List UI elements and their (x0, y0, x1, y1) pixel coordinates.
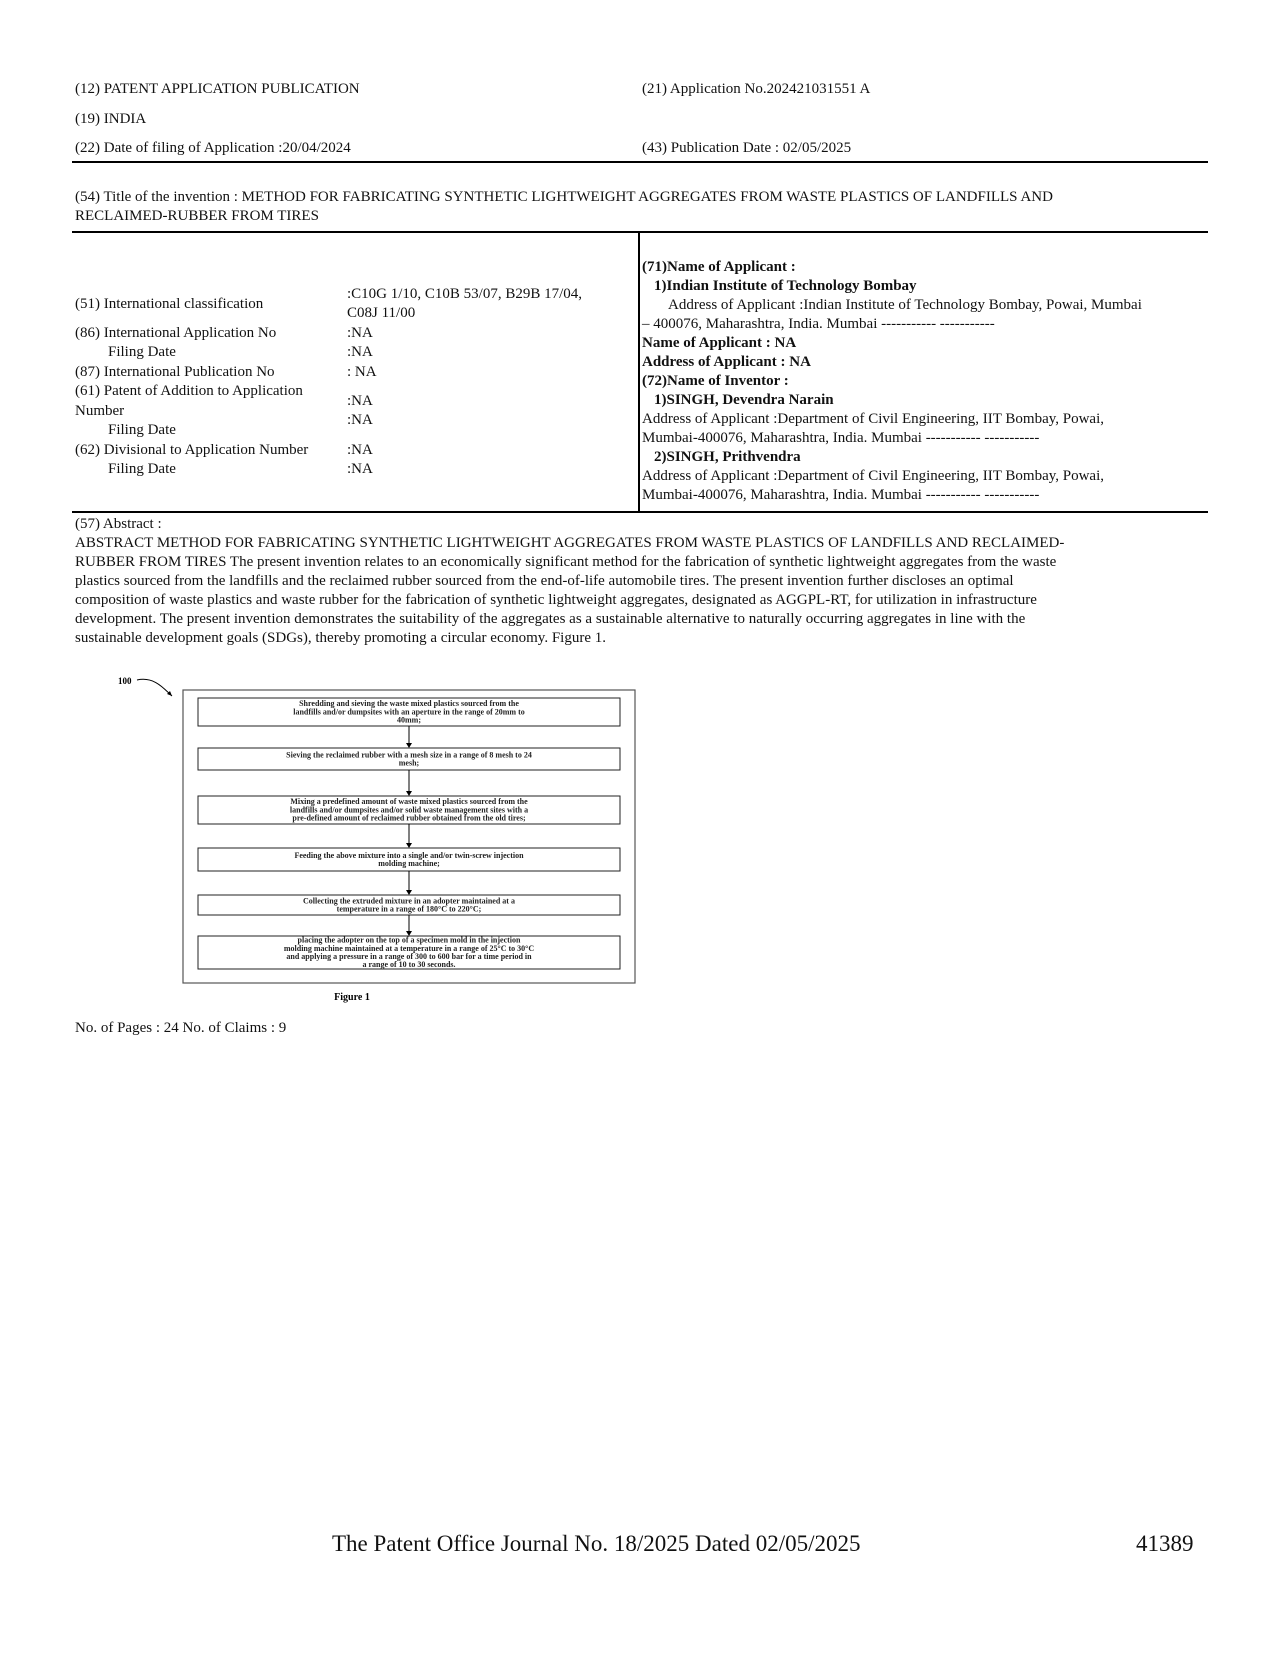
flowchart-step-text: landfills and/or dumpsites with an aperture in the range of 20mm to (293, 707, 525, 717)
patent-of-addition-value: :NA (347, 393, 373, 409)
patent-of-addition-filing-label: Filing Date (108, 422, 176, 438)
figure-1-flowchart (110, 668, 650, 1013)
intl-application-filing-label: Filing Date (108, 344, 176, 360)
inventor-2-name: 2)SINGH, Prithvendra (654, 449, 801, 465)
flowchart-arrowhead (406, 890, 412, 895)
page-claim-counts: No. of Pages : 24 No. of Claims : 9 (75, 1020, 287, 1036)
abstract-line: ABSTRACT METHOD FOR FABRICATING SYNTHETIC LIGHTWEIGHT AGGREGATES FROM WASTE PLASTICS OF LANDFILLS AND RECLAIMED- (75, 535, 1065, 551)
page-number: 41389 (1136, 1531, 1194, 1556)
header-divider (72, 161, 1208, 163)
column-divider (638, 231, 640, 511)
abstract-line: composition of waste plastics and waste rubber for the fabrication of synthetic lightweight aggregates, designated as AGGPL-RT, for utilization in infrastructure (75, 592, 1037, 608)
flowchart-step-text: Shredding and sieving the waste mixed plastics sourced from the (299, 699, 519, 709)
flowchart-arrowhead (406, 791, 412, 796)
intl-classification-value-2: C08J 11/00 (347, 305, 416, 321)
flowchart-step-text: placing the adopter on the top of a specimen mold in the injection (297, 935, 521, 945)
inventor-1-name: 1)SINGH, Devendra Narain (654, 392, 834, 408)
flowchart-step-text: molding machine maintained at a temperature in a range of 25°C to 30°C (283, 943, 535, 953)
applicant-heading: (71)Name of Applicant : (642, 259, 796, 275)
divisional-application-value: :NA (347, 442, 373, 458)
inventor-heading: (72)Name of Inventor : (642, 373, 789, 389)
applicant-1-address-2: – 400076, Maharashtra, India. Mumbai ----------- ----------- (642, 316, 995, 332)
journal-footer: The Patent Office Journal No. 18/2025 Dated 02/05/2025 (332, 1531, 861, 1556)
abstract-line: plastics sourced from the landfills and the reclaimed rubber sourced from the end-of-life automobile tires. The present invention further discloses an optimal (75, 573, 1014, 589)
intl-publication-no-label: (87) International Publication No (75, 364, 275, 380)
abstract-line: development. The present invention demonstrates the suitability of the aggregates as a sustainable alternative to naturally occurring aggregates in line with the (75, 611, 1026, 627)
inventor-1-address-1: Address of Applicant :Department of Civil Engineering, IIT Bombay, Powai, (642, 411, 1104, 427)
flowchart-svg (110, 668, 650, 1013)
flowchart-step-text: mesh; (398, 758, 420, 768)
application-number: (21) Application No.202421031551 A (642, 81, 871, 97)
inventor-2-address-2: Mumbai-400076, Maharashtra, India. Mumbai ----------- ----------- (642, 487, 1040, 503)
intl-application-no-value: :NA (347, 325, 373, 341)
abstract-divider (72, 511, 1208, 513)
flowchart-step-text: 40mm; (397, 715, 421, 725)
intl-classification-value-1: :C10G 1/10, C10B 53/07, B29B 17/04, (347, 286, 583, 302)
flowchart-step-text: and applying a pressure in a range of 300 to 600 bar for a time period in (286, 952, 532, 961)
flowchart-arrowhead (406, 743, 412, 748)
applicant-name-na: Name of Applicant : NA (642, 335, 797, 351)
divisional-filing-value: :NA (347, 461, 373, 477)
ref-leader-line (137, 679, 172, 696)
flowchart-step-text: Collecting the extruded mixture in an adopter maintained at a (303, 896, 515, 906)
title-divider (72, 231, 1208, 233)
abstract-text (75, 534, 1064, 648)
flowchart-step-text: pre-defined amount of reclaimed rubber obtained from the old tires; (292, 813, 526, 823)
flowchart-step-text: a range of 10 to 30 seconds. (362, 960, 456, 970)
abstract-line: sustainable development goals (SDGs), thereby promoting a circular economy. Figure 1. (75, 630, 606, 646)
invention-title-line1: (54) Title of the invention : METHOD FOR FABRICATING SYNTHETIC LIGHTWEIGHT AGGREGATES FROM WASTE PLASTICS OF LANDFILLS AND (75, 189, 1053, 205)
intl-application-filing-value: :NA (347, 344, 373, 360)
intl-application-no-label: (86) International Application No (75, 325, 277, 341)
flowchart-arrowhead (406, 843, 412, 848)
applicant-1-address-1: Address of Applicant :Indian Institute of Technology Bombay, Powai, Mumbai (668, 297, 1142, 313)
inventor-2-address-1: Address of Applicant :Department of Civil Engineering, IIT Bombay, Powai, (642, 468, 1104, 484)
flowchart-step-text: molding machine; (378, 859, 440, 868)
applicant-address-na: Address of Applicant : NA (642, 354, 811, 370)
flowchart-step-text: Mixing a predefined amount of waste mixed plastics sourced from the (290, 797, 528, 807)
filing-date: (22) Date of filing of Application :20/04/2024 (75, 140, 351, 156)
patent-of-addition-label-1: (61) Patent of Addition to Application (75, 383, 303, 399)
patent-of-addition-label-2: Number (75, 403, 125, 419)
divisional-application-label: (62) Divisional to Application Number (75, 442, 309, 458)
applicant-1-name: 1)Indian Institute of Technology Bombay (654, 278, 917, 294)
country: (19) INDIA (75, 111, 147, 127)
intl-classification-label: (51) International classification (75, 296, 264, 312)
invention-title-line2: RECLAIMED-RUBBER FROM TIRES (75, 208, 319, 224)
abstract-label: (57) Abstract : (75, 516, 162, 532)
figure-ref-number: 100 (118, 676, 132, 686)
intl-publication-no-value: : NA (347, 364, 377, 380)
flowchart-step-text: Feeding the above mixture into a single and/or twin-screw injection (294, 850, 524, 860)
publication-type: (12) PATENT APPLICATION PUBLICATION (75, 81, 360, 97)
divisional-filing-label: Filing Date (108, 461, 176, 477)
abstract-line: RUBBER FROM TIRES The present invention relates to an economically significant method for the fabrication of synthetic lightweight aggregates from the waste (75, 554, 1057, 570)
figure-caption: Figure 1 (334, 992, 370, 1003)
patent-of-addition-filing-value: :NA (347, 412, 373, 428)
inventor-1-address-2: Mumbai-400076, Maharashtra, India. Mumbai ----------- ----------- (642, 430, 1040, 446)
flowchart-step-text: Sieving the reclaimed rubber with a mesh size in a range of 8 mesh to 24 (286, 750, 532, 760)
flowchart-step-text: landfills and/or dumpsites and/or solid waste management sites with a (289, 805, 529, 815)
flowchart-step-text: temperature in a range of 180°C to 220°C; (336, 904, 482, 914)
publication-date: (43) Publication Date : 02/05/2025 (642, 140, 852, 156)
